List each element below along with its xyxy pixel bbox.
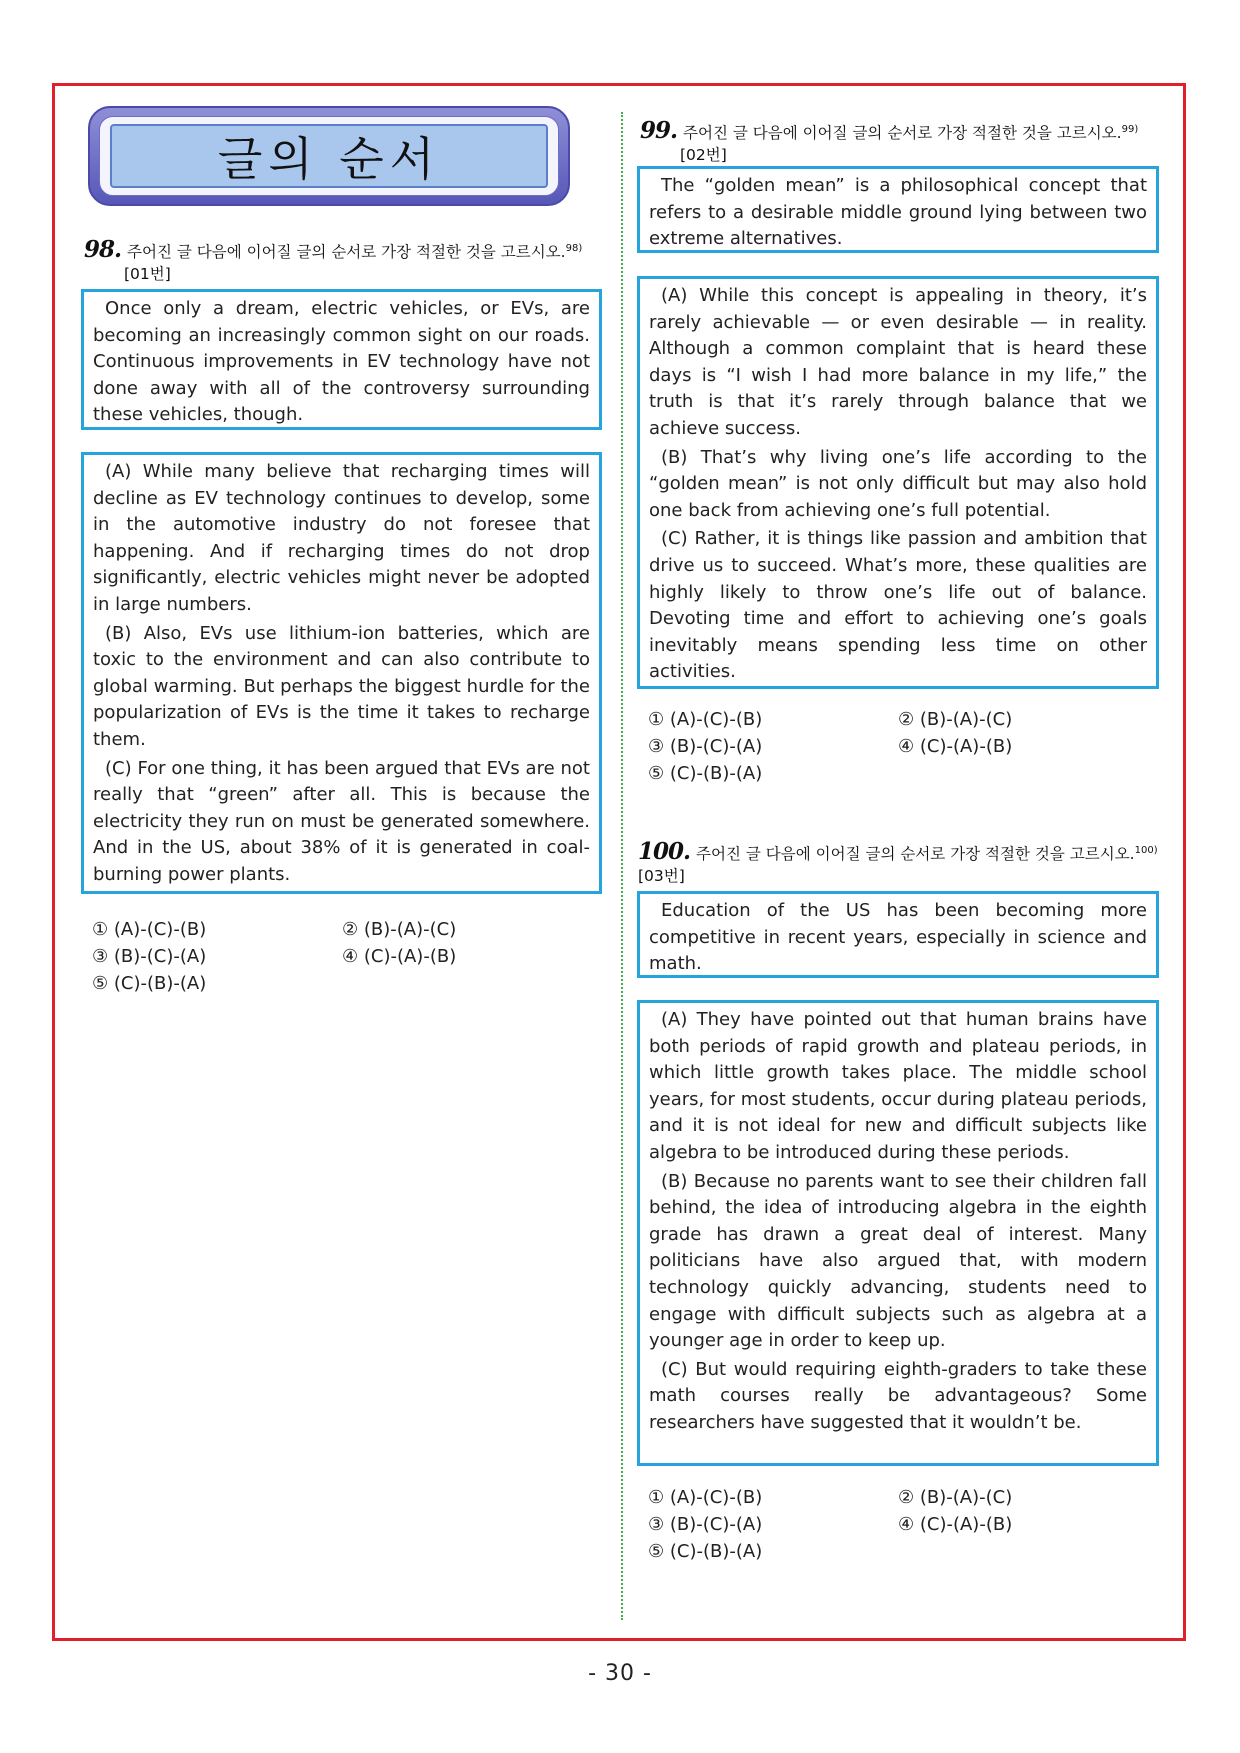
- column-divider: [621, 112, 623, 1620]
- choice-5[interactable]: ⑤ (C)-(B)-(A): [92, 973, 207, 994]
- choice-1[interactable]: ① (A)-(C)-(B): [92, 919, 207, 940]
- question-code: [01번]: [124, 265, 171, 284]
- choice-3[interactable]: ③ (B)-(C)-(A): [648, 736, 763, 757]
- choice-3[interactable]: ③ (B)-(C)-(A): [648, 1514, 763, 1535]
- question-100-choices: [648, 1484, 1148, 1565]
- paragraph-a: (A) While this concept is appealing in theory, it’s rarely achievable — or even desirable — in reality. Although a common complaint that is heard these days is “I wish I had more balance in my life,” the truth is that it’s rarely through balance that we achieve success.: [649, 285, 1147, 439]
- question-100-intro-box: [637, 891, 1159, 978]
- choice-2[interactable]: ② (B)-(A)-(C): [898, 1487, 1013, 1508]
- section-title: 글의 순서: [110, 124, 548, 188]
- section-title-border: [99, 116, 559, 196]
- question-instruction: 주어진 글 다음에 이어질 글의 순서로 가장 적절한 것을 고르시오.: [696, 845, 1135, 864]
- paragraph-b: (B) Also, EVs use lithium-ion batteries, which are toxic to the environment and can also contribute to global warming. But perhaps the biggest hurdle for the popularization of EVs is the time it takes to recharge them.: [93, 622, 590, 750]
- choice-4[interactable]: ④ (C)-(A)-(B): [898, 1514, 1013, 1535]
- page-number: - 30 -: [588, 1661, 652, 1686]
- question-99-choices: [648, 706, 1148, 787]
- question-number: 100.: [638, 838, 691, 866]
- paragraph-c: (C) But would requiring eighth-graders to take these math courses really be advantageous? Some researchers have suggested that it wouldn’t be.: [649, 1358, 1147, 1433]
- question-instruction: 주어진 글 다음에 이어질 글의 순서로 가장 적절한 것을 고르시오.: [683, 124, 1122, 143]
- question-100-header: [638, 840, 1160, 887]
- question-99-header: [640, 119, 1160, 166]
- question-number: 99.: [640, 117, 678, 145]
- footnote-marker: 100): [1134, 845, 1158, 856]
- choice-2[interactable]: ② (B)-(A)-(C): [898, 709, 1013, 730]
- choice-4[interactable]: ④ (C)-(A)-(B): [342, 946, 457, 967]
- choice-4[interactable]: ④ (C)-(A)-(B): [898, 736, 1013, 757]
- question-99-intro-box: [637, 166, 1159, 253]
- paragraph-b: (B) That’s why living one’s life according to the “golden mean” is not only difficult but may also hold one back from achieving one’s full potential.: [649, 446, 1147, 521]
- question-100-paragraphs-box: [637, 1000, 1159, 1466]
- question-99-paragraphs-box: [637, 276, 1159, 689]
- choice-1[interactable]: ① (A)-(C)-(B): [648, 709, 763, 730]
- intro-passage: The “golden mean” is a philosophical concept that refers to a desirable middle ground lying between two extreme alternatives.: [649, 175, 1147, 250]
- question-instruction: 주어진 글 다음에 이어질 글의 순서로 가장 적절한 것을 고르시오.: [127, 243, 566, 262]
- choice-1[interactable]: ① (A)-(C)-(B): [648, 1487, 763, 1508]
- question-98-choices: [92, 916, 592, 997]
- question-code: [03번]: [638, 867, 685, 886]
- paragraph-c: (C) For one thing, it has been argued that EVs are not really that “green” after all. This is because the electricity they run on must be generated somewhere. And in the US, about 38% of it is generated in coal-burning power plants.: [93, 757, 590, 885]
- paragraph-a: (A) While many believe that recharging times will decline as EV technology continues to develop, some in the automotive industry do not foresee that happening. And if recharging times do not drop significantly, electric vehicles might never be adopted in large numbers.: [93, 461, 590, 615]
- paragraph-a: (A) They have pointed out that human brains have both periods of rapid growth and plateau periods, in which little growth takes place. The middle school years, for most students, occur during plateau periods, and it is not ideal for new and difficult subjects like algebra to be introduced during these periods.: [649, 1009, 1147, 1163]
- section-title-banner: [88, 106, 570, 206]
- choice-2[interactable]: ② (B)-(A)-(C): [342, 919, 457, 940]
- intro-passage: Education of the US has been becoming more competitive in recent years, especially in science and math.: [649, 900, 1147, 975]
- choice-5[interactable]: ⑤ (C)-(B)-(A): [648, 763, 763, 784]
- choice-3[interactable]: ③ (B)-(C)-(A): [92, 946, 207, 967]
- paragraph-c: (C) Rather, it is things like passion and ambition that drive us to succeed. What’s more, these qualities are highly likely to throw one’s life out of balance. Devoting time and effort to achieving one’s goals inevitably means spending less time on other activities.: [649, 528, 1147, 683]
- question-98-paragraphs-box: [81, 452, 602, 894]
- question-98-header: [84, 238, 604, 285]
- footnote-marker: 99): [1121, 124, 1139, 135]
- question-number: 98.: [84, 236, 122, 264]
- choice-5[interactable]: ⑤ (C)-(B)-(A): [648, 1541, 763, 1562]
- question-code: [02번]: [680, 146, 727, 165]
- footnote-marker: 98): [565, 243, 583, 254]
- paragraph-b: (B) Because no parents want to see their children fall behind, the idea of introducing algebra in the eighth grade has drawn a great deal of interest. Many politicians have also argued that, with modern technology quickly advancing, students need to engage with difficult subjects such as algebra at a younger age in order to keep up.: [649, 1170, 1147, 1352]
- intro-passage: Once only a dream, electric vehicles, or EVs, are becoming an increasingly common sight on our roads. Continuous improvements in EV technology have not done away with all of the controversy surrounding these vehicles, though.: [93, 298, 590, 426]
- question-98-intro-box: [81, 289, 602, 430]
